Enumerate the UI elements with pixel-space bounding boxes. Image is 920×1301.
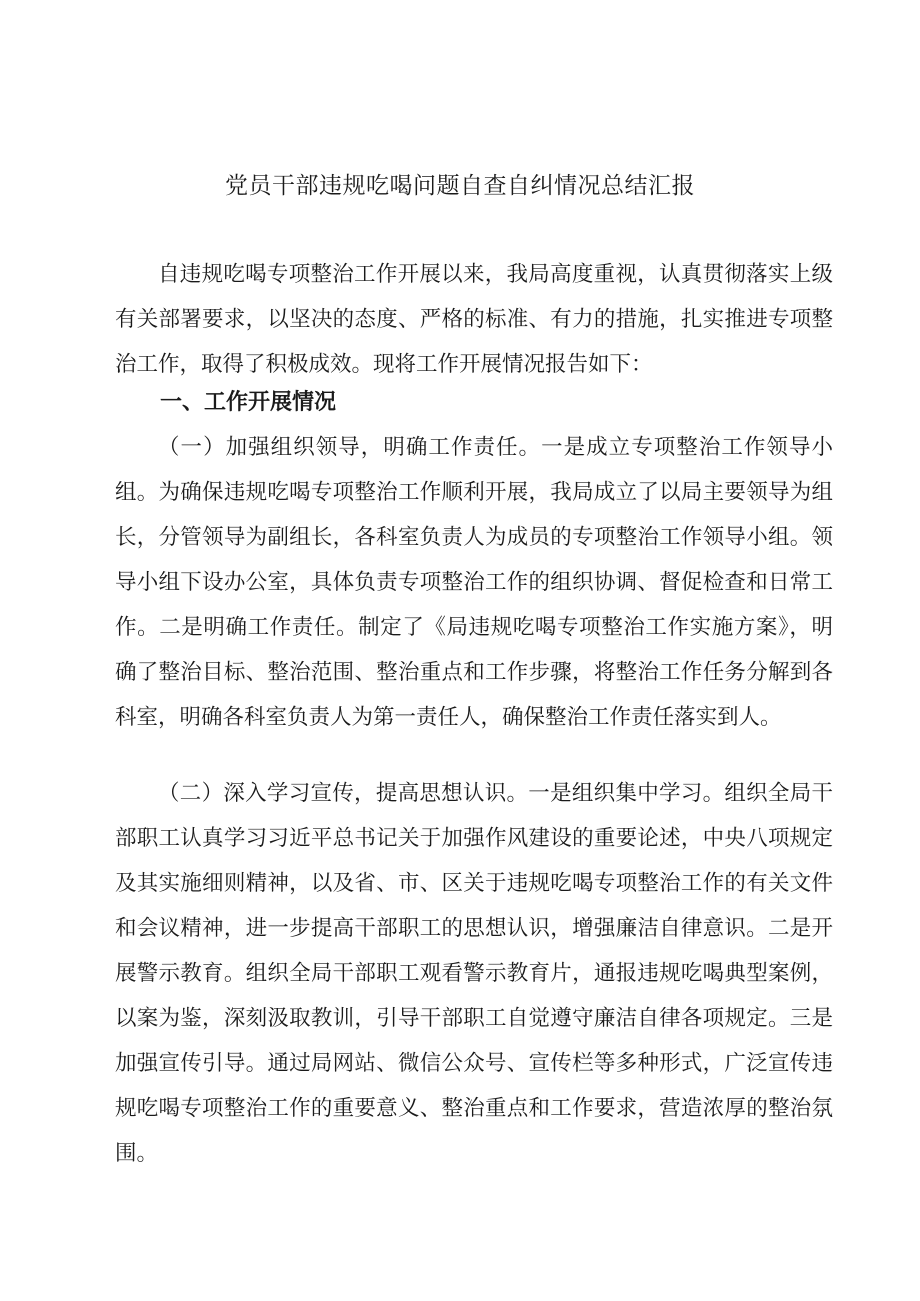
paragraph-study-publicity: （二）深入学习宣传，提高思想认识。一是组织集中学习。组织全局干部职工认真学习习近平总书记关于加强作风建设的重要论述，中央八项规定及其实施细则精神，以及省、市、区关于违规吃喝专项整治工作的有关文件和会议精神，进一步提高干部职工的思想认识，增强廉洁自律意识。二是开展警示教育。组织全局干部职工观看警示教育片，通报违规吃喝典型案例，以案为鉴，深刻汲取教训，引导干部职工自觉遵守廉洁自律各项规定。三是加强宣传引导。通过局网站、微信公众号、宣传栏等多种形式，广泛宣传违规吃喝专项整治工作的重要意义、整治重点和工作要求，营造浓厚的整治氛围。: [115, 781, 833, 1166]
section-heading-work-progress: 一、工作开展情况: [160, 390, 337, 415]
intro-paragraph: 自违规吃喝专项整治工作开展以来，我局高度重视，认真贯彻落实上级有关部署要求，以坚决的态度、严格的标准、有力的措施，扎实推进专项整治工作，取得了积极成效。现将工作开展情况报告如下：: [115, 262, 833, 377]
paragraph-organization-leadership: （一）加强组织领导，明确工作责任。一是成立专项整治工作领导小组。为确保违规吃喝专项整治工作顺利开展，我局成立了以局主要领导为组长，分管领导为副组长，各科室负责人为成员的专项整治工作领导小组。领导小组下设办公室，具体负责专项整治工作的组织协调、督促检查和日常工作。二是明确工作责任。制定了《局违规吃喝专项整治工作实施方案》，明确了整治目标、整治范围、整治重点和工作步骤，将整治工作任务分解到各科室，明确各科室负责人为第一责任人，确保整治工作责任落实到人。: [115, 435, 833, 730]
document-title: 党员干部违规吃喝问题自查自纠情况总结汇报: [225, 173, 695, 199]
